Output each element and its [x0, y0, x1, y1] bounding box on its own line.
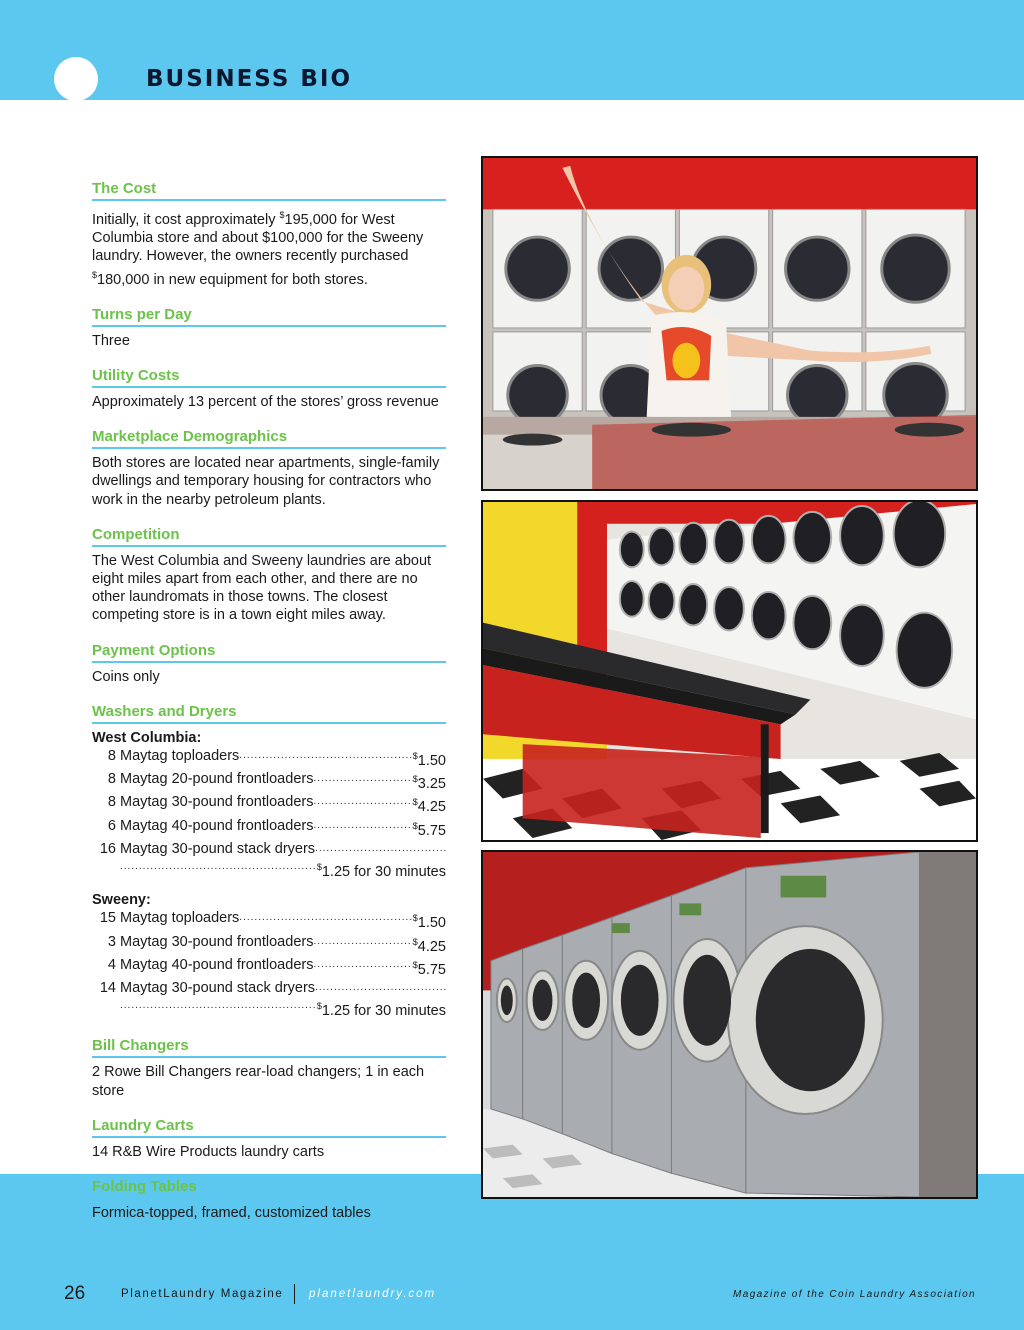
utility-text: Approximately 13 percent of the stores’ gross revenue: [92, 394, 439, 411]
photo-frontload-washers: [481, 850, 978, 1199]
photo-woman-in-laundromat-image: [483, 158, 976, 489]
competition-section: [92, 526, 446, 625]
competition-text: The West Columbia and Sweeny laundries are about eight miles apart from each other, and there are no other laundromats in those towns. The closest competing store is in a town eight miles away.: [92, 552, 432, 624]
equipment-row: 14 Maytag 30-pound stack dryers .....: [92, 979, 446, 997]
equipment-row: 6 Maytag 40-pound frontloaders ..... $5.75: [92, 817, 446, 840]
utility-heading: Utility Costs: [92, 367, 446, 388]
photo-woman-in-laundromat: [481, 156, 978, 491]
photo-folding-table-image: [483, 502, 976, 840]
bill-changers-heading: Bill Changers: [92, 1037, 446, 1058]
equipment-row: 8 Maytag toploaders ..... $1.50: [92, 747, 446, 770]
header-circle-decoration: [54, 57, 98, 101]
equipment-section: [92, 703, 446, 1021]
store-name-sweeny: Sweeny:: [92, 892, 151, 909]
tables-text: Formica-topped, framed, customized tables: [92, 1205, 371, 1222]
equipment-row-continued: ..... $1.25 for 30 minutes: [92, 997, 446, 1020]
equipment-row: 15 Maytag toploaders ..... $1.50: [92, 909, 446, 932]
carts-heading: Laundry Carts: [92, 1117, 446, 1138]
equipment-row: 4 Maytag 40-pound frontloaders ..... $5.75: [92, 956, 446, 979]
magazine-name: PlanetLaundry Magazine: [121, 1288, 284, 1300]
payment-section: [92, 642, 446, 686]
page-number: 26: [64, 1283, 86, 1304]
equipment-row: 8 Maytag 30-pound frontloaders ..... $4.25: [92, 793, 446, 816]
website-link[interactable]: planetlaundry.com: [309, 1288, 437, 1300]
turns-heading: Turns per Day: [92, 306, 446, 327]
carts-section: [92, 1117, 446, 1161]
section-title: BUSINESS BIO: [146, 66, 353, 92]
turns-text: Three: [92, 332, 130, 349]
equipment-row: 8 Maytag 20-pound frontloaders ..... $3.25: [92, 770, 446, 793]
payment-text: Coins only: [92, 668, 160, 685]
competition-heading: Competition: [92, 526, 446, 547]
payment-heading: Payment Options: [92, 642, 446, 663]
demographics-text: Both stores are located near apartments, single-family dwellings and temporary housing for contractors who work in the nearby petroleum plants.: [92, 455, 440, 508]
utility-section: [92, 367, 446, 411]
magazine-tagline: Magazine of the Coin Laundry Association: [733, 1289, 976, 1300]
bill-changers-text: 2 Rowe Bill Changers rear-load changers; 1 in each store: [92, 1064, 425, 1099]
cost-section: [92, 180, 446, 289]
store-name-west-columbia: West Columbia:: [92, 729, 202, 746]
demographics-heading: Marketplace Demographics: [92, 428, 446, 449]
equipment-row: 3 Maytag 30-pound frontloaders ..... $4.25: [92, 933, 446, 956]
tables-section: [92, 1178, 446, 1222]
bill-changers-section: [92, 1037, 446, 1099]
cost-text: Initially, it cost approximately $195,000 for West Columbia store and about $100,000 for the Sweeny laundry. However, the owners recently purchased $180,000 in new equipment for both stores.: [92, 210, 424, 288]
footer-divider: [294, 1284, 295, 1304]
turns-section: [92, 306, 446, 350]
tables-heading: Folding Tables: [92, 1178, 446, 1199]
photo-folding-table-and-dryers: [481, 500, 978, 842]
page-footer: [0, 1283, 1024, 1307]
equipment-row: 16 Maytag 30-pound stack dryers .....: [92, 840, 446, 858]
photo-frontload-washers-image: [483, 852, 976, 1197]
equipment-row-continued: ..... $1.25 for 30 minutes: [92, 858, 446, 881]
demographics-section: [92, 428, 446, 509]
business-bio-sidebar: [92, 180, 446, 1239]
equipment-heading: Washers and Dryers: [92, 703, 446, 724]
cost-heading: The Cost: [92, 180, 446, 201]
carts-text: 14 R&B Wire Products laundry carts: [92, 1143, 325, 1160]
